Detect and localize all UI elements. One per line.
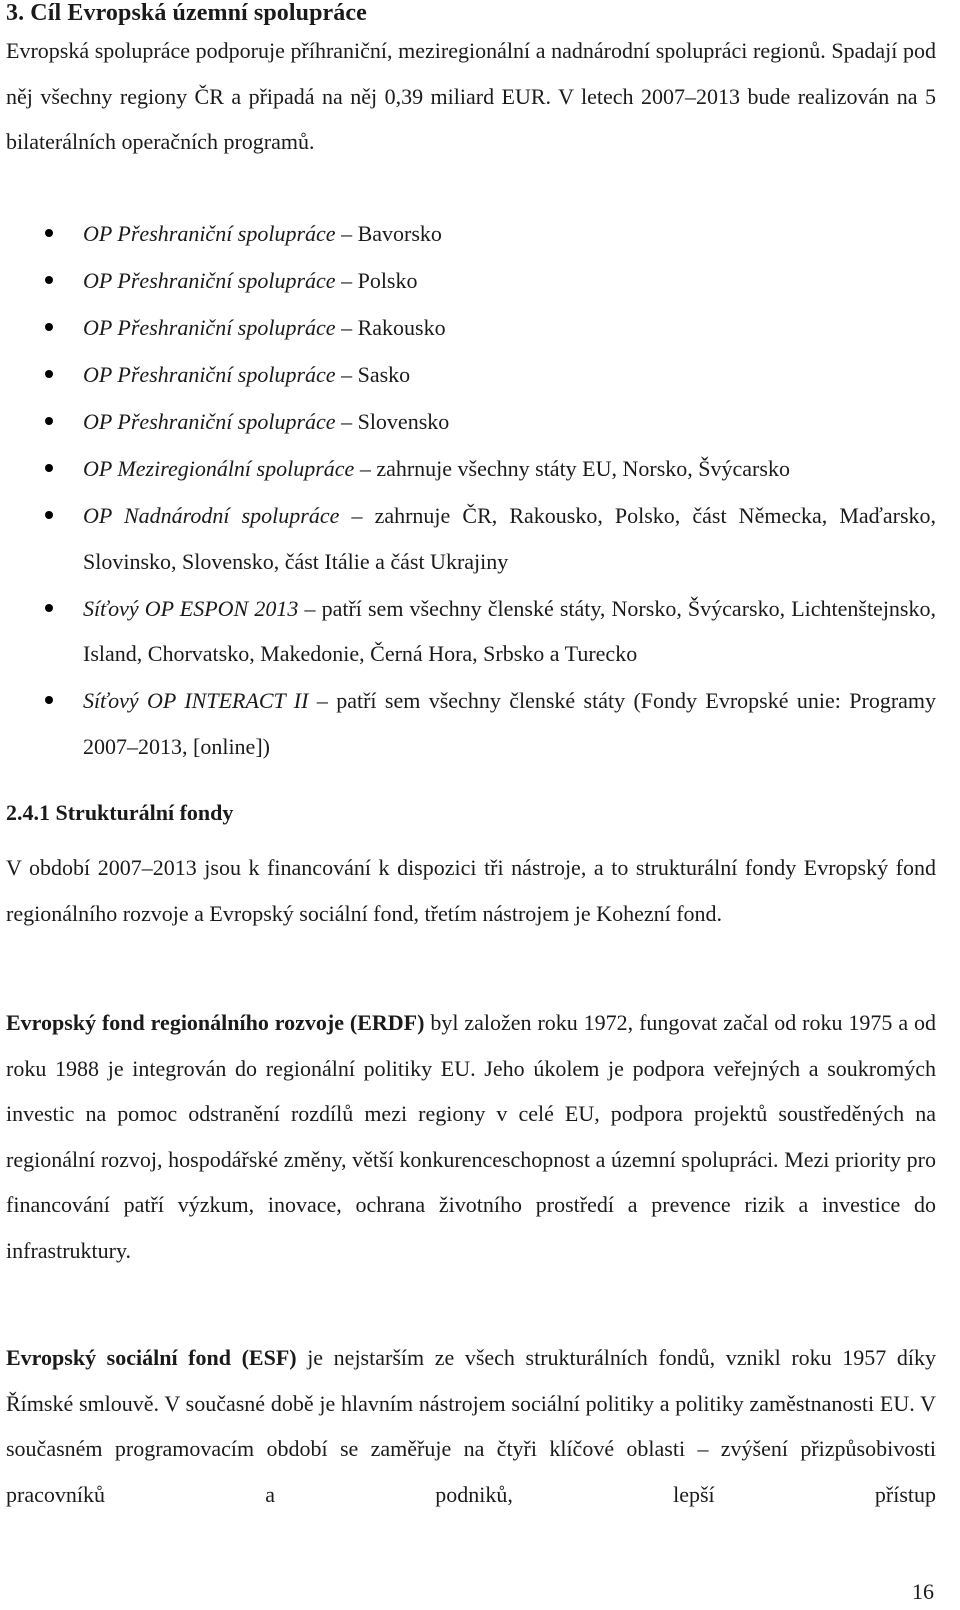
program-separator: – [341,315,353,340]
program-separator: – [351,503,363,528]
erdf-lead: Evropský fond regionálního rozvoje (ERDF) [6,1010,425,1035]
bullet-icon [45,696,53,704]
program-separator: – [341,362,353,387]
bullet-icon [45,229,53,237]
program-name: OP Přeshraniční spolupráce [83,362,336,387]
list-item [6,493,936,584]
program-list [6,211,936,771]
esf-text: je nejstarším ze všech strukturálních fondů, vznikl roku 1957 díky Římské smlouvě. V současné době je hlavním nástrojem sociální politiky a politiky zaměstnanosti EU. V současném programovacím období se zaměřuje na čtyři klíčové oblasti – zvýšení přizpůsobivosti pracovníků a podniků, lepší přístup [6,1345,936,1507]
program-detail: Polsko [357,268,418,293]
bullet-icon [45,276,53,284]
list-item [6,399,936,445]
structural-funds-paragraph: V období 2007–2013 jsou k financování k dispozici tři nástroje, a to strukturální fondy Evropský fond regionálního rozvoje a Evropský sociální fond, třetím nástrojem je Kohezní fond. [6,855,936,926]
bullet-icon [45,604,53,612]
program-detail: zahrnuje ČR, Rakousko, Polsko, část Německa, Maďarsko, Slovinsko, Slovensko, část Itálie a část Ukrajiny [83,503,937,574]
program-separator: – [316,688,328,713]
list-item [6,305,936,351]
esf-lead: Evropský sociální fond (ESF) [6,1345,297,1370]
program-detail: Bavorsko [357,221,442,246]
esf-paragraph [6,1335,936,1517]
program-detail: patří sem všechny členské státy (Fondy Evropské unie: Programy 2007–2013, [online]) [83,688,937,759]
program-detail: patří sem všechny členské státy, Norsko, Švýcarsko, Lichtenštejnsko, Island, Chorvatsko, Makedonie, Černá Hora, Srbsko a Turecko [83,595,936,666]
program-name: OP Přeshraniční spolupráce [83,315,336,340]
erdf-paragraph [6,1000,936,1273]
program-detail: Sasko [357,362,411,387]
program-separator: – [304,595,316,621]
program-detail: Slovensko [357,409,450,434]
list-item [6,352,936,398]
bullet-icon [45,370,53,378]
section-heading: 3. Cíl Evropská územní spolupráce [6,0,367,26]
program-name: OP Meziregionální spolupráce [83,456,355,481]
list-item [6,258,936,304]
bullet-icon [45,511,53,519]
program-detail: zahrnuje všechny státy EU, Norsko, Švýcarsko [376,456,790,481]
list-item [6,586,936,677]
program-separator: – [341,221,353,246]
program-separator: – [341,268,353,293]
program-separator: – [359,456,371,481]
program-name: OP Přeshraniční spolupráce [83,268,336,293]
intro-paragraph: Evropská spolupráce podporuje příhraniční, meziregionální a nadnárodní spolupráci regionů. Spadají pod něj všechny regiony ČR a připadá na něj 0,39 miliard EUR. V letech 2007–2013 bude realizován na 5 bilaterálních operačních programů. [6,38,936,154]
list-item [6,446,936,492]
program-name: Síťový OP INTERACT II [83,688,309,713]
list-item [6,211,936,257]
bullet-icon [45,464,53,472]
bullet-icon [45,417,53,425]
page-number: 16 [912,1579,934,1604]
program-name: OP Přeshraniční spolupráce [83,409,336,434]
subsection-heading: 2.4.1 Strukturální fondy [6,800,234,825]
program-name: OP Přeshraniční spolupráce [83,221,336,246]
program-name: Síťový OP ESPON 2013 [83,595,299,621]
program-detail: Rakousko [357,315,446,340]
program-name: OP Nadnárodní spolupráce [83,503,340,528]
program-separator: – [341,409,353,434]
bullet-icon [45,323,53,331]
list-item [6,678,936,769]
erdf-text: byl založen roku 1972, fungovat začal od roku 1975 a od roku 1988 je integrován do regionální politiky EU. Jeho úkolem je podpora veřejných a soukromých investic na pomoc odstranění rozdílů mezi regiony v celé EU, podpora projektů soustředěných na regionální rozvoj, hospodářské změny, větší konkurenceschopnost a územní spolupráci. Mezi priority pro financování patří výzkum, inovace, ochrana životního prostředí a prevence rizik a investice do infrastruktury. [6,1010,936,1263]
